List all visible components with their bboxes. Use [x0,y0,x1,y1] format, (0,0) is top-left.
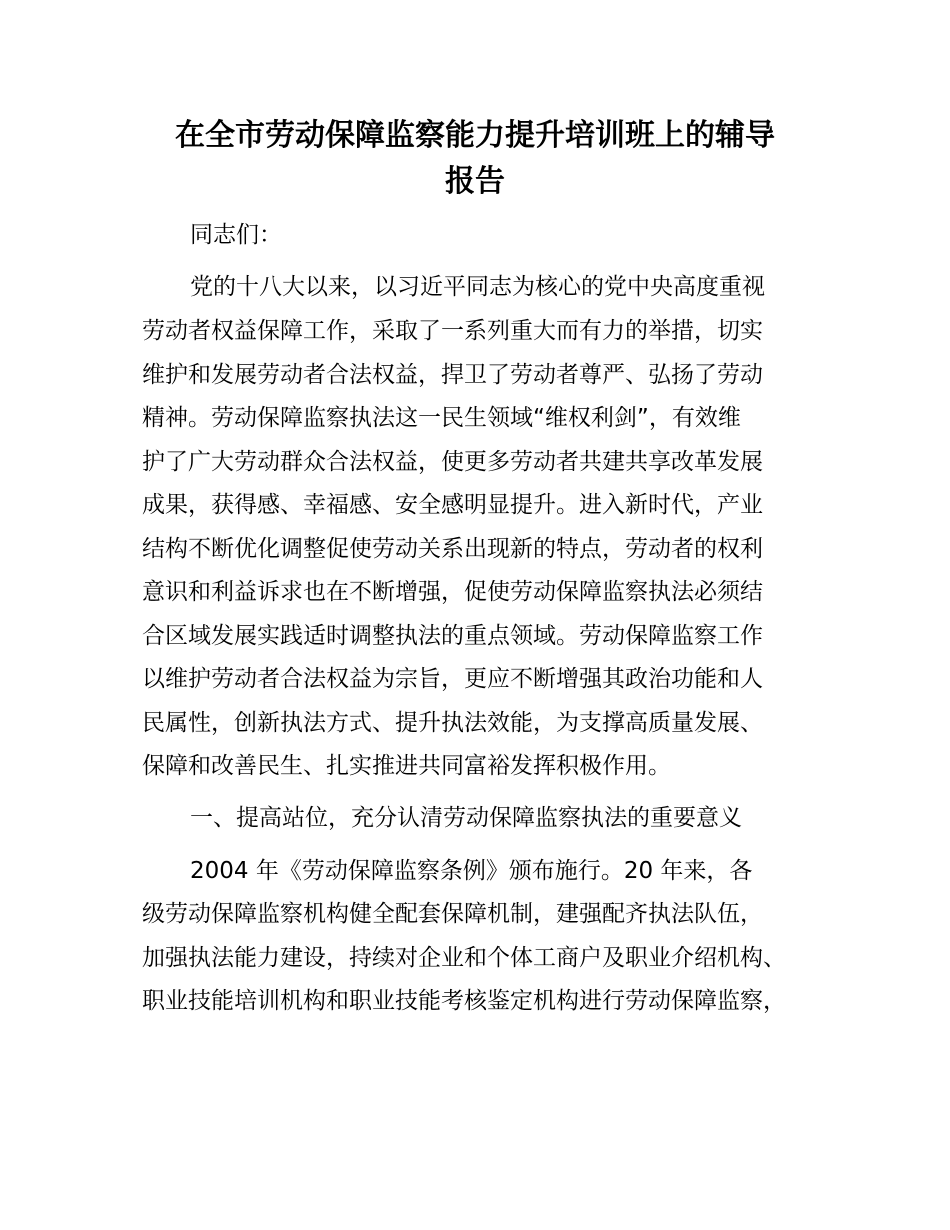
paragraph-1-line: 合区域发展实践适时调整执法的重点领域。劳动保障监察工作 [142,623,763,649]
paragraph-1-line: 以维护劳动者合法权益为宗旨，更应不断增强其政治功能和人 [142,666,763,692]
paragraph-1-line: 民属性，创新执法方式、提升执法效能，为支撑高质量发展、 [142,710,763,736]
paragraph-1-line: 护了广大劳动群众合法权益，使更多劳动者共建共享改革发展 [142,449,763,475]
paragraph-2-line: 2004 年《劳动保障监察条例》颁布施行。20 年来，各 [190,858,753,884]
paragraph-1-line: 党的十八大以来，以习近平同志为核心的党中央高度重视 [190,274,765,300]
paragraph-1-line: 维护和发展劳动者合法权益，捍卫了劳动者尊严、弘扬了劳动 [142,362,763,388]
paragraph-1-line: 意识和利益诉求也在不断增强，促使劳动保障监察执法必须结 [142,579,763,605]
paragraph-2-line: 职业技能培训机构和职业技能考核鉴定机构进行劳动保障监察， [142,988,786,1014]
paragraph-1-line: 劳动者权益保障工作，采取了一系列重大而有力的举措，切实 [142,318,763,344]
paragraph-2-line: 加强执法能力建设，持续对企业和个体工商户及职业介绍机构、 [142,945,786,971]
paragraph-2-line: 级劳动保障监察机构健全配套保障机制，建强配齐执法队伍， [142,901,763,927]
document-title-line-2: 报告 [445,164,505,199]
document-title-line-1: 在全市劳动保障监察能力提升培训班上的辅导 [175,118,775,153]
paragraph-1-line: 保障和改善民生、扎实推进共同富裕发挥积极作用。 [142,753,671,779]
salutation: 同志们： [190,222,282,248]
paragraph-1-line: 结构不断优化调整促使劳动关系出现新的特点，劳动者的权利 [142,536,763,562]
paragraph-1-line: 精神。劳动保障监察执法这一民生领域“维权利剑”，有效维 [142,405,741,431]
paragraph-1-line: 成果，获得感、幸福感、安全感明显提升。进入新时代，产业 [142,492,763,518]
section-heading-1: 一、提高站位，充分认清劳动保障监察执法的重要意义 [190,805,742,831]
